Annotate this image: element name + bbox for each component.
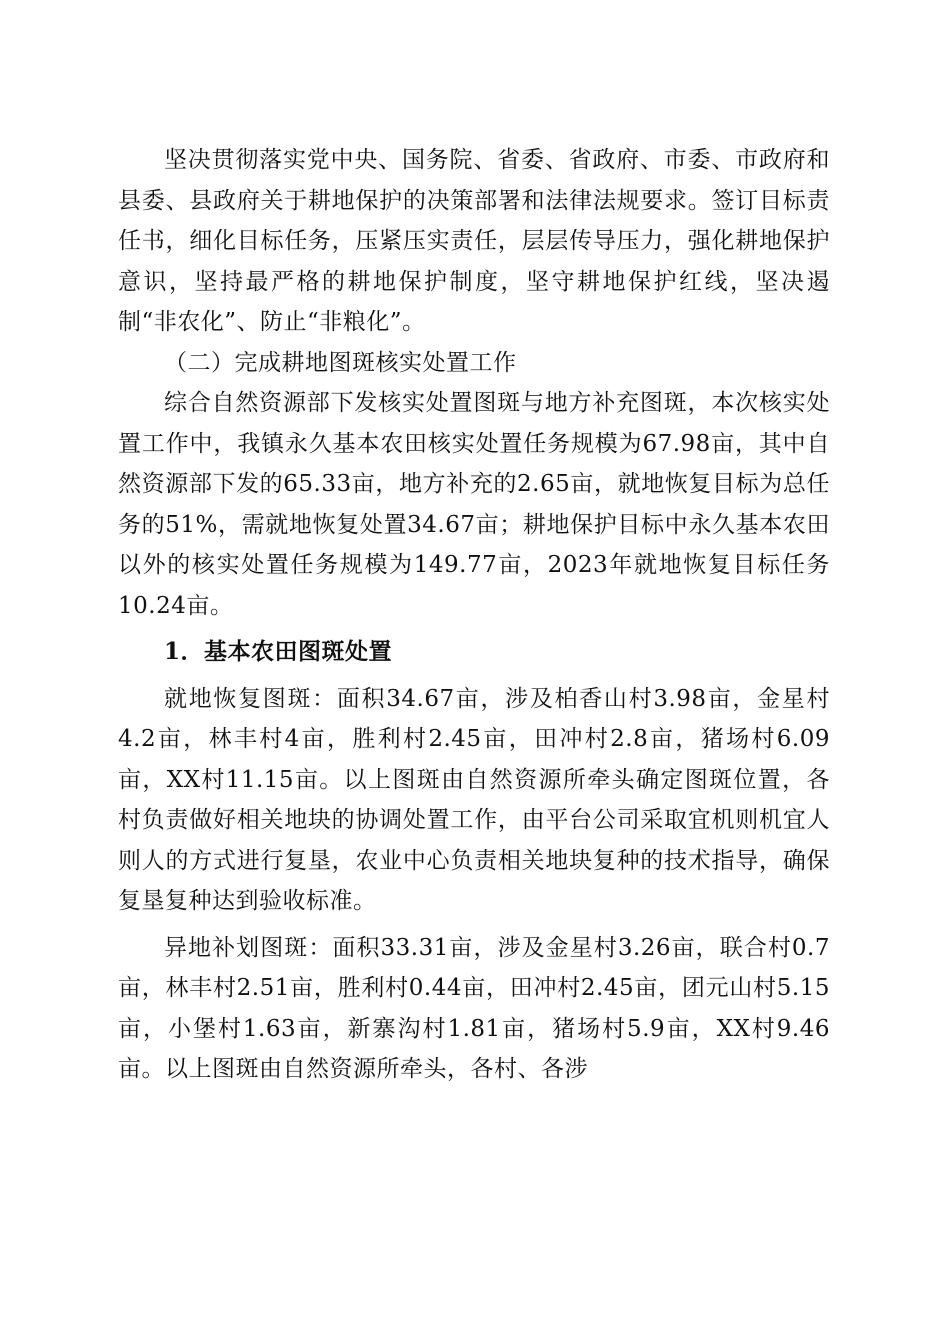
document-page (118, 140, 830, 1090)
in-situ-restoration-paragraph: 就地恢复图斑：面积34.67亩，涉及柏香山村3.98亩，金星村4.2亩，林丰村4亩，胜利村2.45亩，田冲村2.8亩，猪场村6.09亩，XX村11.15亩。以上图斑由自然资源所牵头确定图斑位置，各村负责做好相关地块的协调处置工作，由平台公司采取宜机则机宜人则人的方式进行复垦，农业中心负责相关地块复种的技术指导，确保复垦复种达到验收标准。 (118, 685, 830, 914)
subsection-heading: 1．基本农田图斑处置 (164, 638, 393, 665)
section-paragraph: 综合自然资源部下发核实处置图斑与地方补充图斑，本次核实处置工作中，我镇永久基本农田核实处置任务规模为67.98亩，其中自然资源部下发的65.33亩，地方补充的2.65亩，就地恢复目标为总任务的51%，需就地恢复处置34.67亩；耕地保护目标中永久基本农田以外的核实处置任务规模为149.77亩，2023年就地恢复目标任务10.24亩。 (118, 390, 830, 619)
section-heading: （二）完成耕地图斑核实处置工作 (164, 349, 517, 376)
offsite-supplement-paragraph: 异地补划图斑：面积33.31亩，涉及金星村3.26亩，联合村0.7亩，林丰村2.51亩，胜利村0.44亩，田冲村2.45亩，团元山村5.15亩，小堡村1.63亩，新寨沟村1.81亩，猪场村5.9亩，XX村9.46亩。以上图斑由自然资源所牵头，各村、各涉 (118, 934, 831, 1082)
intro-paragraph: 坚决贯彻落实党中央、国务院、省委、省政府、市委、市政府和县委、县政府关于耕地保护的决策部署和法律法规要求。签订目标责任书，细化目标任务，压紧压实责任，层层传导压力，强化耕地保护意识，坚持最严格的耕地保护制度，坚守耕地保护红线，坚决遏制“非农化”、防止“非粮化”。 (118, 147, 830, 335)
